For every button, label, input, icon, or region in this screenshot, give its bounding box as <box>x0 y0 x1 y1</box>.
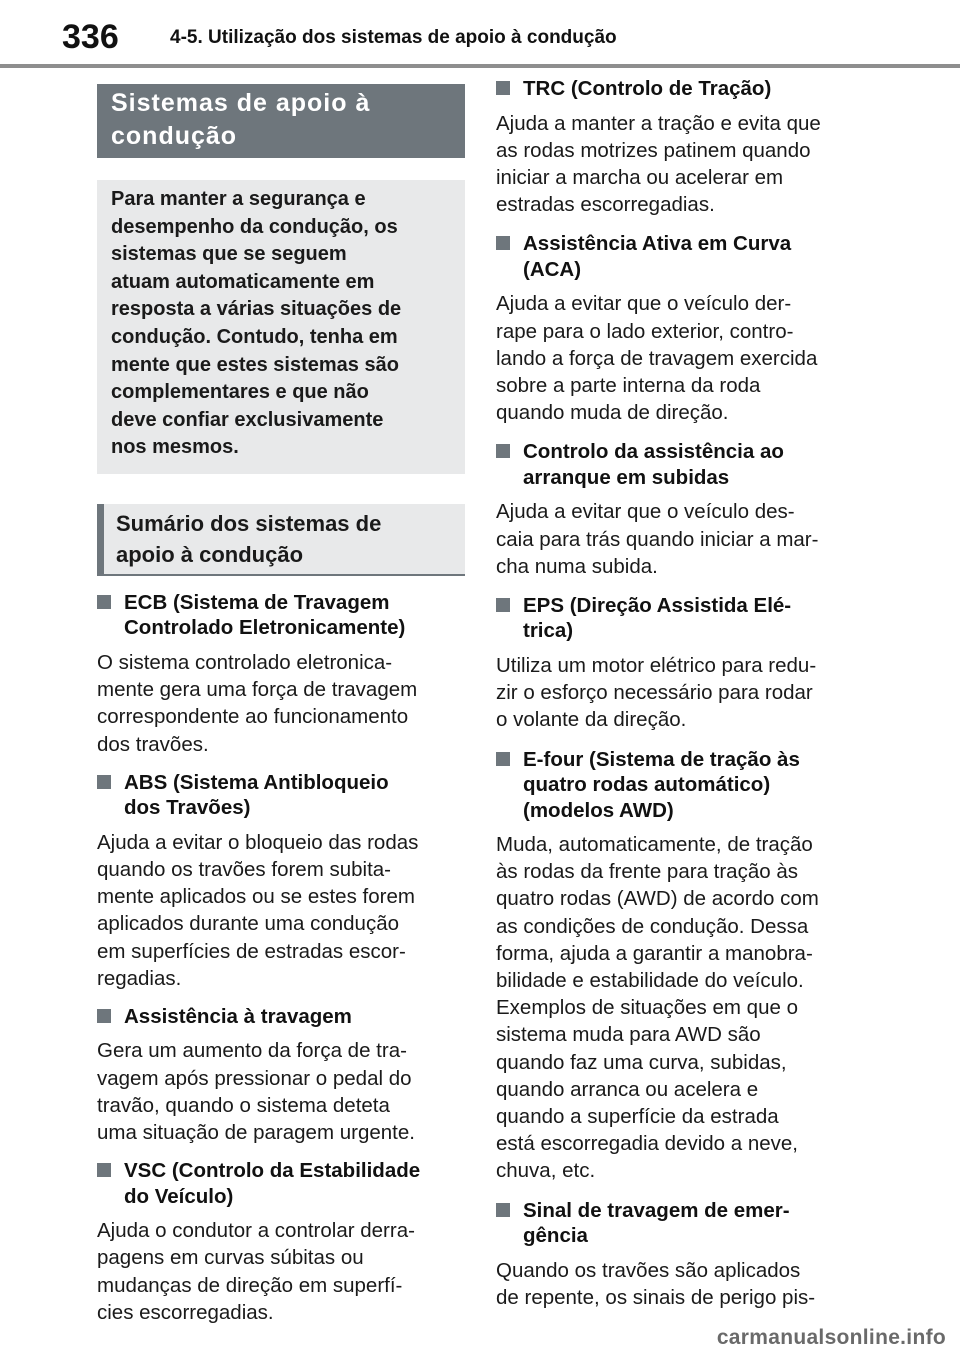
description-line: o volante da direção. <box>496 708 687 732</box>
system-title-line: EPS (Direção Assistida Elé- <box>523 593 792 617</box>
intro-line: atuam automaticamente em <box>111 270 375 293</box>
system-title-line: Sinal de travagem de emer- <box>523 1198 790 1222</box>
description-line: Exemplos de situações em que o <box>496 996 798 1020</box>
description-line: às rodas da frente para tração às <box>496 860 798 884</box>
description-line: as condições de condução. Dessa <box>496 914 809 938</box>
square-bullet-icon <box>97 1009 111 1023</box>
system-title <box>523 1198 790 1249</box>
description-line: quando muda de direção. <box>496 401 729 425</box>
system-section <box>97 1158 465 1326</box>
description-line: cies escorregadias. <box>97 1300 274 1324</box>
square-bullet-icon <box>97 775 111 789</box>
system-title-line: (ACA) <box>523 257 582 281</box>
section-title-line: Sistemas de apoio à <box>111 89 371 117</box>
system-title <box>124 770 389 821</box>
header-rule <box>0 64 960 68</box>
intro-line: nos mesmos. <box>111 436 239 459</box>
description-line: dos travões. <box>97 732 209 756</box>
system-title-line: E-four (Sistema de tração às <box>523 747 800 771</box>
system-title-line: ABS (Sistema Antibloqueio <box>124 770 389 794</box>
description-line: está escorregadia devido a neve, <box>496 1132 799 1156</box>
system-heading <box>496 231 866 282</box>
description-line: quando os travões forem subita- <box>97 857 391 881</box>
system-section <box>97 590 465 758</box>
system-title-line: dos Travões) <box>124 796 251 820</box>
system-description <box>97 1217 465 1326</box>
right-column <box>496 76 866 1311</box>
description-line: quando arranca ou acelera e <box>496 1077 759 1101</box>
description-line: O sistema controlado eletronica- <box>97 650 393 674</box>
description-line: de repente, os sinais de perigo pis- <box>496 1285 816 1309</box>
system-title <box>124 590 405 641</box>
intro-line: mente que estes sistemas são <box>111 353 399 376</box>
right-sections <box>496 76 866 1311</box>
description-line: bilidade e estabilidade do veículo. <box>496 969 804 993</box>
description-line: Ajuda a evitar que o veículo des- <box>496 500 795 524</box>
left-column <box>97 84 465 1326</box>
description-line: estradas escorregadias. <box>496 193 715 217</box>
intro-line: complementares e que não <box>111 381 369 404</box>
system-title <box>523 439 784 490</box>
system-title-line: TRC (Controlo de Tração) <box>523 77 772 100</box>
square-bullet-icon <box>496 752 510 766</box>
system-title <box>523 76 771 102</box>
system-heading <box>496 439 866 490</box>
description-line: travão, quando o sistema deteta <box>97 1093 390 1117</box>
description-line: Ajuda o condutor a controlar derra- <box>97 1219 415 1243</box>
intro-line: condução. Contudo, tenha em <box>111 325 398 348</box>
system-section <box>97 1004 465 1146</box>
description-line: caia para trás quando iniciar a mar- <box>496 527 819 551</box>
description-line: cha numa subida. <box>496 554 658 578</box>
description-line: zir o esforço necessário para rodar <box>496 681 813 705</box>
system-heading <box>496 747 866 824</box>
system-title-line: VSC (Controlo da Estabilidade <box>124 1159 421 1183</box>
system-heading <box>496 593 866 644</box>
system-title-line: Assistência Ativa em Curva <box>523 232 792 256</box>
system-title <box>124 1158 420 1209</box>
system-heading <box>496 1198 866 1249</box>
system-section <box>97 770 465 992</box>
description-line: vagem após pressionar o pedal do <box>97 1066 412 1090</box>
system-heading <box>97 770 465 821</box>
intro-line: desempenho da condução, os <box>111 215 398 238</box>
description-line: Quando os travões são aplicados <box>496 1258 801 1282</box>
system-description <box>496 831 866 1185</box>
summary-title-line: apoio à condução <box>116 541 304 567</box>
system-heading <box>97 1158 465 1209</box>
square-bullet-icon <box>496 236 510 250</box>
system-title-line: arranque em subidas <box>523 465 730 489</box>
description-line: uma situação de paragem urgente. <box>97 1121 415 1145</box>
description-line: iniciar a marcha ou acelerar em <box>496 165 784 189</box>
description-line: lando a força de travagem exercida <box>496 346 818 370</box>
page-header <box>0 0 960 66</box>
system-title-line: (modelos AWD) <box>523 798 674 822</box>
description-line: Muda, automaticamente, de tração <box>496 833 813 857</box>
running-title: 4-5. Utilização dos sistemas de apoio à condução <box>170 27 617 48</box>
description-line: forma, ajuda a garantir a manobra- <box>496 941 813 965</box>
square-bullet-icon <box>496 444 510 458</box>
intro-line: sistemas que se seguem <box>111 243 347 266</box>
system-description <box>97 829 465 992</box>
intro-line: Para manter a segurança e <box>111 188 366 210</box>
system-title <box>523 231 791 282</box>
description-line: quatro rodas (AWD) de acordo com <box>496 887 819 911</box>
description-line: mudanças de direção em superfí- <box>97 1273 403 1297</box>
system-title-line: Controlado Eletronicamente) <box>124 616 406 640</box>
intro-box <box>97 180 465 474</box>
square-bullet-icon <box>496 1203 510 1217</box>
description-line: Ajuda a evitar o bloqueio das rodas <box>97 830 419 854</box>
watermark: carmanualsonline.info <box>716 1326 946 1349</box>
intro-line: resposta a várias situações de <box>111 298 402 321</box>
description-line: Utiliza um motor elétrico para redu- <box>496 653 817 677</box>
system-title-line: trica) <box>523 619 574 643</box>
description-line: quando faz uma curva, subidas, <box>496 1050 787 1074</box>
system-description <box>496 1257 866 1311</box>
description-line: chuva, etc. <box>496 1159 596 1183</box>
summary-title-line: Sumário dos sistemas de <box>116 510 382 536</box>
square-bullet-icon <box>496 81 510 95</box>
system-description <box>496 498 866 580</box>
system-description <box>97 649 465 758</box>
description-line: Ajuda a manter a tração e evita que <box>496 111 821 135</box>
section-title <box>97 84 465 158</box>
description-line: as rodas motrizes patinem quando <box>496 138 811 162</box>
description-line: pagens em curvas súbitas ou <box>97 1246 364 1270</box>
description-line: Gera um aumento da força de tra- <box>97 1039 407 1063</box>
system-title-line: quatro rodas automático) <box>523 773 771 797</box>
system-title-line: ECB (Sistema de Travagem <box>124 590 390 614</box>
description-line: mente gera uma força de travagem <box>97 678 418 702</box>
left-sections <box>97 590 465 1326</box>
description-line: correspondente ao funcionamento <box>97 705 409 729</box>
description-line: quando a superfície da estrada <box>496 1105 779 1129</box>
description-line: regadias. <box>97 966 182 990</box>
intro-line: deve confiar exclusivamente <box>111 408 384 431</box>
system-section <box>496 439 866 580</box>
system-title-line: Assistência à travagem <box>124 1004 352 1028</box>
system-title <box>523 747 800 824</box>
system-description <box>496 290 866 426</box>
system-heading <box>97 1004 465 1030</box>
description-line: aplicados durante uma condução <box>97 912 400 936</box>
description-line: Ajuda a evitar que o veículo der- <box>496 292 792 316</box>
system-title <box>523 593 791 644</box>
system-heading <box>496 76 866 102</box>
system-description <box>97 1037 465 1146</box>
system-section <box>496 747 866 1185</box>
system-heading <box>97 590 465 641</box>
system-title <box>124 1004 352 1030</box>
system-description <box>496 110 866 219</box>
description-line: sistema muda para AWD são <box>496 1023 761 1047</box>
system-title-line: do Veículo) <box>124 1184 234 1208</box>
system-title-line: Controlo da assistência ao <box>523 440 784 464</box>
system-section <box>496 593 866 734</box>
description-line: mente aplicados ou se estes forem <box>97 885 415 909</box>
description-line: sobre a parte interna da roda <box>496 373 761 397</box>
square-bullet-icon <box>97 1163 111 1177</box>
system-title-line: gência <box>523 1224 588 1248</box>
page-number: 336 <box>62 18 119 56</box>
description-line: em superfícies de estradas escor- <box>97 939 406 963</box>
system-section <box>496 1198 866 1311</box>
system-section <box>496 231 866 426</box>
system-section <box>496 76 866 218</box>
section-title-line: condução <box>111 122 238 150</box>
square-bullet-icon <box>97 595 111 609</box>
square-bullet-icon <box>496 598 510 612</box>
system-description <box>496 652 866 734</box>
summary-title <box>97 504 465 576</box>
description-line: rape para o lado exterior, contro- <box>496 319 794 343</box>
